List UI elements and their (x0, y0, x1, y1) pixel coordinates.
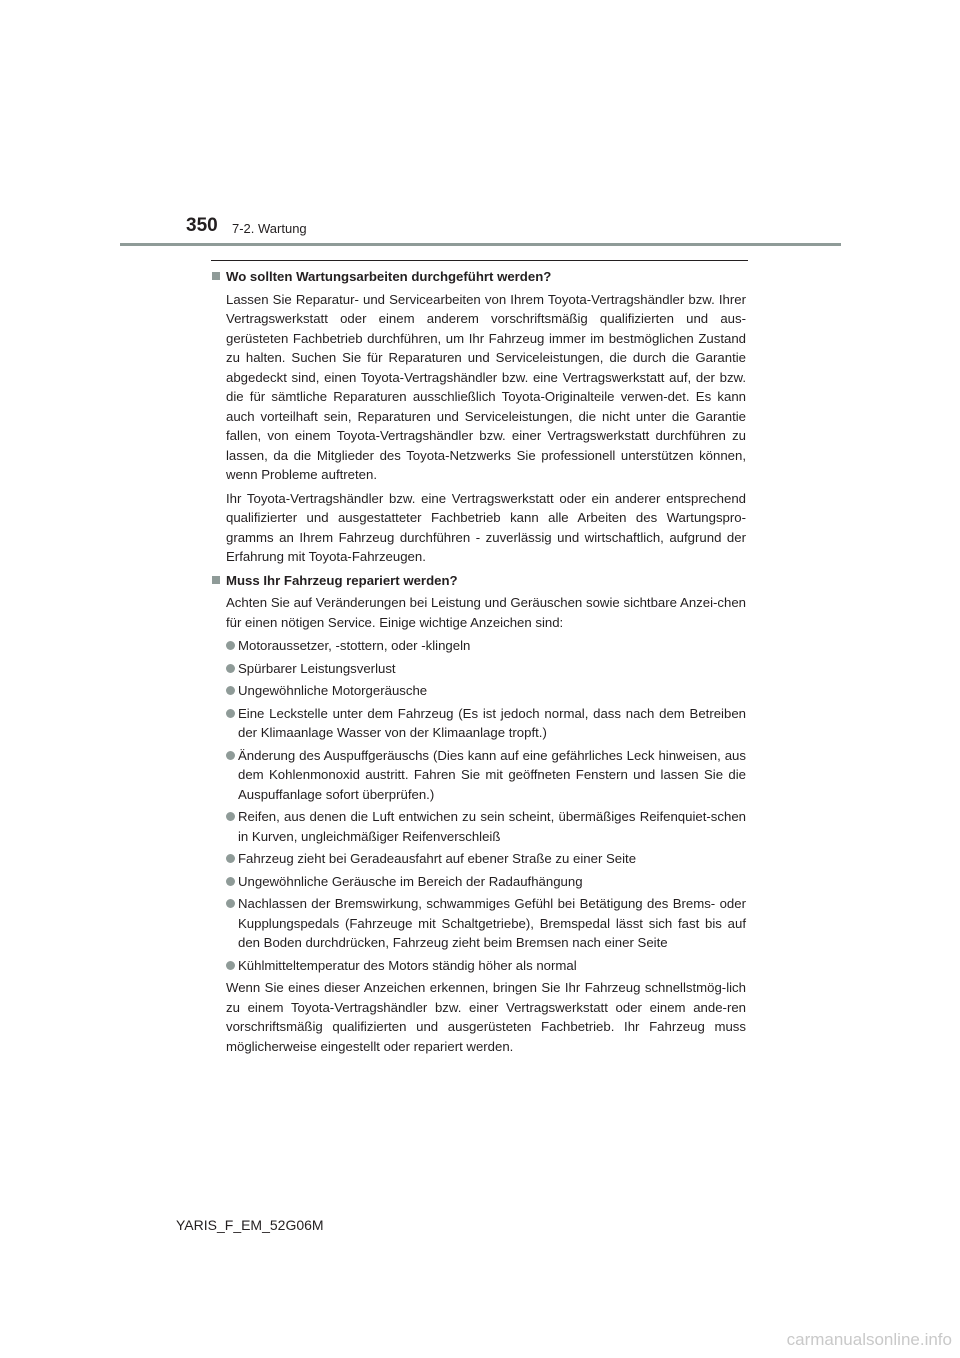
symptom-list (226, 636, 746, 975)
section-heading-repair-needed (212, 571, 746, 591)
list-item: Ungewöhnliche Motorgeräusche (226, 681, 746, 701)
list-item: Eine Leckstelle unter dem Fahrzeug (Es ist jedoch normal, dass nach dem Betreiben der Klimaanlage Wasser von der Klimaanlage tropft.) (226, 704, 746, 743)
list-item: Reifen, aus denen die Luft entwichen zu sein scheint, übermäßiges Reifenquiet-schen in Kurven, ungleichmäßiger Reifenverschleiß (226, 807, 746, 846)
square-bullet-icon (212, 272, 220, 280)
document-code: YARIS_F_EM_52G06M (176, 1217, 324, 1233)
circle-bullet-icon (226, 641, 235, 650)
paragraph: Achten Sie auf Veränderungen bei Leistung und Geräuschen sowie sichtbare Anzei-chen für einen nötigen Service. Einige wichtige Anzeichen sind: (226, 595, 746, 630)
list-item: Spürbarer Leistungsverlust (226, 659, 746, 679)
heading-text: Muss Ihr Fahrzeug repariert werden? (226, 572, 458, 588)
circle-bullet-icon (226, 709, 235, 718)
circle-bullet-icon (226, 899, 235, 908)
square-bullet-icon (212, 576, 220, 584)
circle-bullet-icon (226, 812, 235, 821)
content-divider (211, 260, 748, 261)
header-divider (120, 243, 841, 246)
list-item: Ungewöhnliche Geräusche im Bereich der Radaufhängung (226, 872, 746, 892)
list-item: Kühlmitteltemperatur des Motors ständig höher als normal (226, 956, 746, 976)
circle-bullet-icon (226, 686, 235, 695)
circle-bullet-icon (226, 751, 235, 760)
main-content (212, 267, 746, 1060)
paragraph: Wenn Sie eines dieser Anzeichen erkennen, bringen Sie Ihr Fahrzeug schnellstmög-lich zu einem Toyota-Vertragshändler bzw. einer Vertragswerkstatt oder einem ande-ren vorschriftsmäßig qualifizierten und ausgerüsteten Fachbetrieb. Ihr Fahrzeug muss möglicherweise eingestellt oder repariert werden. (226, 980, 746, 1054)
list-item: Motoraussetzer, -stottern, oder -klingeln (226, 636, 746, 656)
page-number: 350 (186, 215, 218, 236)
paragraph: Lassen Sie Reparatur- und Servicearbeiten von Ihrem Toyota-Vertragshändler bzw. Ihrer Vertragswerkstatt oder einem anderem vorschriftsmäßig qualifizierten und aus-gerüsteten Fachbetrieb durchführen, um Ihr Fahrzeug immer im bestmöglichen Zustand zu halten. Suchen Sie für Reparaturen und Serviceleistungen, die durch die Garantie abgedeckt sind, einen Toyota-Vertragshändler bzw. eine Vertragswerkstatt auf, der bzw. die für sämtliche Reparaturen ausschließlich Toyota-Originalteile verwen-det. Es kann auch vorteilhaft sein, Reparaturen und Serviceleistungen, die nicht unter die Garantie fallen, von einem Toyota-Vertragshändler bzw. einer Vertragswerkstatt durchführen zu lassen, da die Mitglieder des Toyota-Netzwerks Sie professionell unterstützen können, wenn Probleme auftreten. (226, 291, 746, 482)
section-title: 7-2. Wartung (232, 221, 307, 236)
list-item: Nachlassen der Bremswirkung, schwammiges Gefühl bei Betätigung des Brems- oder Kupplungspedals (Fahrzeuge mit Schaltgetriebe), Bremspedal lässt sich fast bis auf den Boden durchdrücken, Fahrzeug zieht beim Bremsen nach einer Seite (226, 894, 746, 953)
watermark-link[interactable]: carmanualsonline.info (786, 1330, 952, 1349)
list-item: Änderung des Auspuffgeräuschs (Dies kann auf eine gefährliches Leck hinweisen, aus dem Kohlenmonoxid austritt. Fahren Sie mit geöffneten Fenstern und lassen Sie die Auspuffanlage sofort überprüfen.) (226, 746, 746, 805)
paragraph: Ihr Toyota-Vertragshändler bzw. eine Vertragswerkstatt oder ein anderer entsprechend qualifizierter und ausgestatteter Fachbetrieb kann alle Arbeiten des Wartungspro-gramms an Ihrem Fahrzeug durchführen - zuverlässig und wirtschaftlich, aufgrund der Erfahrung mit Toyota-Fahrzeugen. (226, 490, 746, 564)
circle-bullet-icon (226, 854, 235, 863)
circle-bullet-icon (226, 664, 235, 673)
heading-text: Wo sollten Wartungsarbeiten durchgeführt werden? (226, 269, 552, 284)
circle-bullet-icon (226, 961, 235, 970)
section-heading-maintenance-location (212, 267, 746, 287)
list-item: Fahrzeug zieht bei Geradeausfahrt auf ebener Straße zu einer Seite (226, 849, 746, 869)
circle-bullet-icon (226, 877, 235, 886)
